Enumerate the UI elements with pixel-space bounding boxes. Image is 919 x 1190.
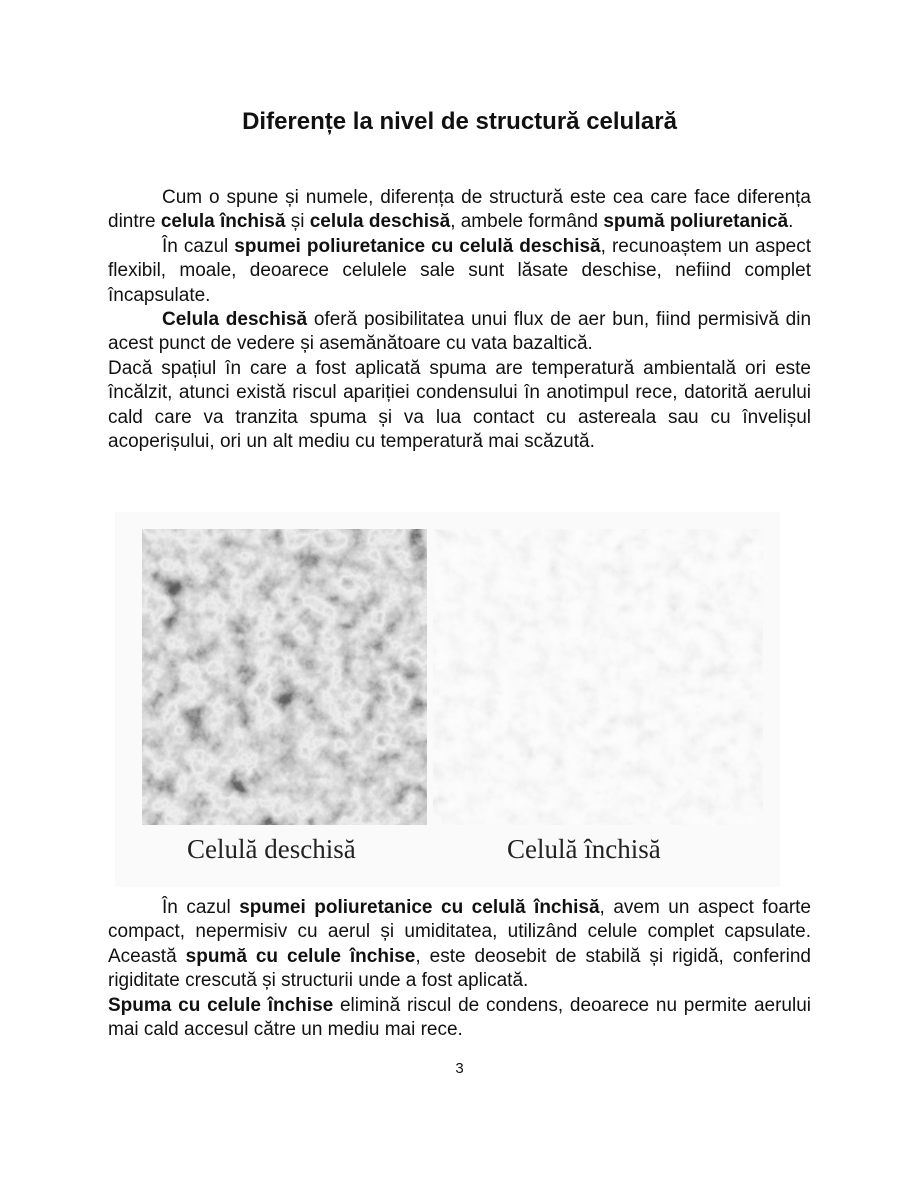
paragraph-open-cell-foam: [108, 235, 811, 308]
text: În cazul: [162, 235, 235, 257]
paragraph-condensation-risk: [108, 994, 811, 1043]
paragraph-airflow: [108, 308, 811, 357]
term-closed-cell-foam-short: spumă cu celule închise: [185, 945, 416, 967]
text: Dacă spațiul în care a fost aplicată spuma are temperatură ambientală ori este încălzit, atunci există riscul apariției condensului în anotimpul rece, datorită aerului cald care va tranzita spuma și va lua contact cu astereala sau cu învelișul acoperișului, ori un alt mediu cu temperatură mai scăzută.: [108, 357, 811, 453]
text: , este deosebit de stabilă și rigidă, conferind rigiditate crescută și structurii unde a fost aplicată.: [108, 945, 811, 992]
text: elimină riscul de condens, deoarece nu permite aerului mai cald accesul către un mediu mai rece.: [108, 994, 811, 1041]
term-open-cell: celula deschisă: [309, 211, 451, 233]
term-open-cell: Celula deschisă: [162, 309, 308, 331]
term-closed-cell-foam: spumei poliuretanice cu celulă închisă: [239, 897, 600, 918]
page-number: 3: [455, 1060, 464, 1077]
paragraph-condensation: [108, 357, 811, 455]
text: .: [788, 211, 794, 233]
term-open-cell-foam: spumei poliuretanice cu celulă deschisă: [234, 235, 601, 257]
text: și: [285, 211, 310, 233]
text: , ambele formând: [450, 211, 604, 233]
text: oferă posibilitatea unui flux de aer bun, fiind permisivă din acest punct de vedere și asemănătoare cu vata bazaltică.: [108, 309, 812, 355]
text-block-upper: [108, 186, 811, 454]
text: Cum o spune și numele, diferența de structură este cea care face diferența dintre: [108, 187, 811, 233]
text: În cazul: [162, 897, 240, 918]
closed-cell-micrograph: [433, 529, 763, 825]
caption-closed-cell: Celulă închisă: [507, 834, 661, 864]
term-closed-cell-foam: Spuma cu celule închise: [108, 994, 334, 1016]
term-polyurethane-foam: spumă poliuretanică: [603, 211, 789, 233]
text: , recunoaștem un aspect flexibil, moale, deoarece celulele sale sunt lăsate deschise, nefiind complet încapsulate.: [108, 235, 811, 306]
caption-open-cell: Celulă deschisă: [187, 834, 356, 864]
term-closed-cell: celula închisă: [160, 211, 286, 233]
foam-comparison-figure: [115, 512, 780, 887]
open-cell-micrograph: [142, 529, 427, 825]
text-block-lower: [108, 896, 811, 1042]
page-title: Diferențe la nivel de structură celulară: [242, 108, 677, 135]
paragraph-intro: [108, 186, 811, 235]
paragraph-closed-cell-foam: [108, 896, 811, 994]
text: , avem un aspect foarte compact, nepermisiv cu aerul și umiditatea, utilizând celule complet capsulate. Această: [108, 897, 811, 967]
